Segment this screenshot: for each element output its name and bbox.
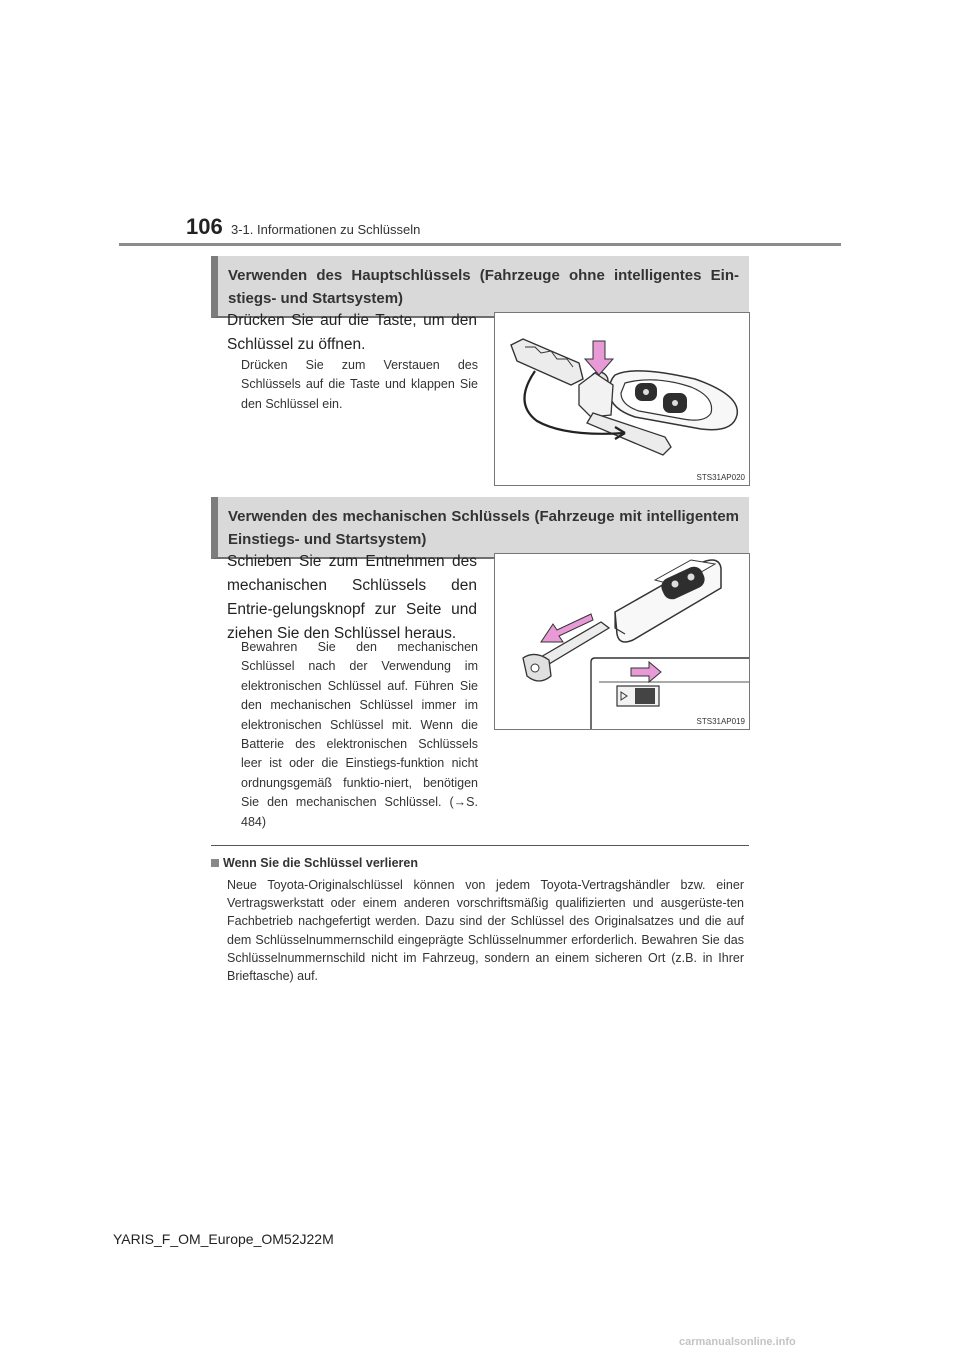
instruction-open-key: Drücken Sie auf die Taste, um den Schlüssel zu öffnen. xyxy=(227,312,477,353)
note-heading-text: Wenn Sie die Schlüssel verlieren xyxy=(223,856,418,870)
note-divider xyxy=(211,845,749,846)
figure-folding-key xyxy=(494,312,750,486)
note-body: Neue Toyota-Originalschlüssel können von jedem Toyota-Vertragshändler bzw. einer Vertragswerkstatt oder einem anderen vorschriftsmäßig qualifizierten und ausgerüste-ten Fachbetrieb nachgefertigt werden. Dazu sind der Schlüssel des Originalsatzes und die auf dem Schlüsselnummernschild eingeprägte Schlüsselnummer erforderlich. Bewahren Sie das Schlüsselnummernschild nicht im Fahrzeug, sondern an einem sicheren Ort (z.B. in Ihrer Brieftasche) auf. xyxy=(227,878,744,984)
smart-key-illustration xyxy=(495,554,750,730)
section-heading-main-key: Verwenden des Hauptschlüssels (Fahrzeuge ohne intelligentes Ein-stiegs- und Startsystem) xyxy=(211,256,749,318)
document-id: YARIS_F_OM_Europe_OM52J22M xyxy=(113,1231,334,1247)
folding-key-illustration xyxy=(495,313,750,486)
section-heading-mechanical-key: Verwenden des mechanischen Schlüssels (Fahrzeuge mit intelligentem Einstiegs- und Startsystem) xyxy=(211,497,749,559)
section-title: 3-1. Informationen zu Schlüsseln xyxy=(231,222,421,237)
note-stow-key: Drücken Sie zum Verstauen des Schlüssels auf die Taste und klappen Sie den Schlüssel ein. xyxy=(241,358,478,411)
note-heading xyxy=(211,856,418,870)
square-bullet-icon xyxy=(211,859,219,867)
figure-code: STS31AP019 xyxy=(696,717,745,726)
page-number: 106 xyxy=(186,214,223,239)
note-keep-mechanical-key: Bewahren Sie den mechanischen Schlüssel nach der Verwendung im elektronischen Schlüssel auf. Führen Sie den mechanischen Schlüssel immer im elektronischen Schlüssel mit. Wenn die Batterie des elektronischen Schlüssels leer ist oder die Einstiegs-funktion nicht ordnungsgemäß funktio-niert, benötigen Sie den mechanischen Schlüssel. (→S. 484) xyxy=(241,640,478,829)
instruction-remove-key: Schieben Sie zum Entnehmen des mechanischen Schlüssels den Entrie-gelungsknopf zur Seite und ziehen Sie den Schlüssel heraus. xyxy=(227,553,477,642)
watermark: carmanualsonline.info xyxy=(679,1336,796,1348)
figure-code: STS31AP020 xyxy=(696,473,745,482)
figure-smart-key xyxy=(494,553,750,730)
header-divider xyxy=(119,243,841,246)
